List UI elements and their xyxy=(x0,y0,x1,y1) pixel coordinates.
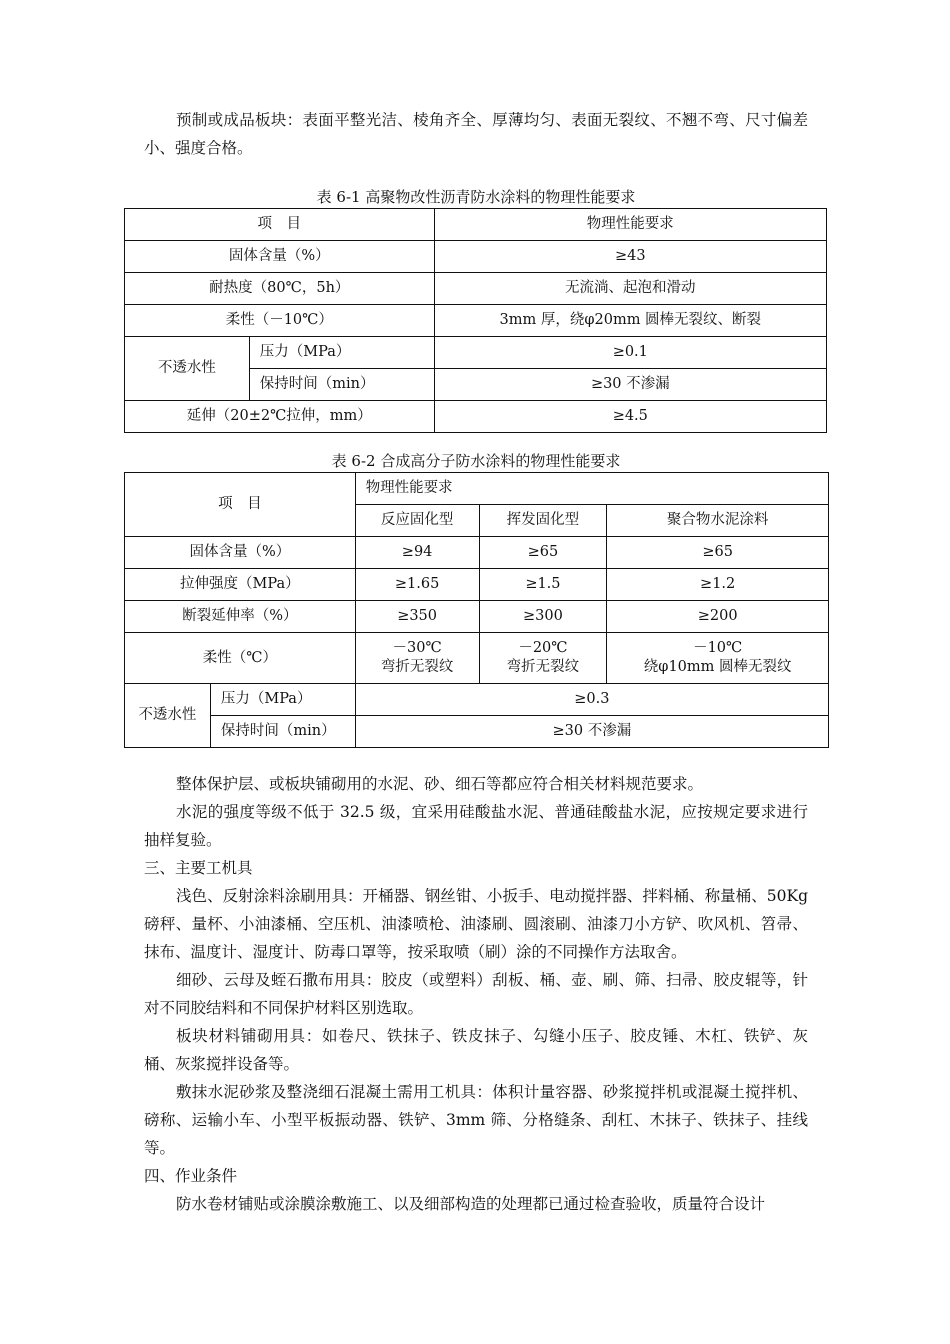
row-value: ≥65 xyxy=(479,537,607,569)
row-label: 拉伸强度（MPa） xyxy=(125,569,356,601)
flex-temp: －20℃ xyxy=(518,640,568,656)
row-value: ≥1.5 xyxy=(479,569,607,601)
row-label: 延伸（20±2℃拉伸，mm） xyxy=(125,401,435,433)
table-row xyxy=(125,716,829,748)
row-value: ≥350 xyxy=(355,601,479,633)
header-item: 项 目 xyxy=(125,473,356,537)
header-requirement: 物理性能要求 xyxy=(434,209,826,241)
table-row xyxy=(125,401,827,433)
table-row xyxy=(125,241,827,273)
table-row xyxy=(125,569,829,601)
table-row xyxy=(125,537,829,569)
time-value: ≥30 不渗漏 xyxy=(355,716,828,748)
row-label: 柔性（－10℃） xyxy=(125,305,435,337)
table-row xyxy=(125,601,829,633)
impermeability-label: 不透水性 xyxy=(125,337,250,401)
pressure-value: ≥0.1 xyxy=(434,337,826,369)
section-heading-tools: 三、主要工机具 xyxy=(144,859,253,877)
table-row xyxy=(125,337,827,369)
table-6-2 xyxy=(124,472,829,748)
paragraph-spreading-tools: 细砂、云母及蛭石撒布用具：胶皮（或塑料）刮板、桶、壶、刷、筛、扫帚、胶皮辊等，针对不同胶结料和不同保护材料区别选取。 xyxy=(144,971,808,1017)
table-row xyxy=(125,684,829,716)
paragraph-cement: 水泥的强度等级不低于 32.5 级，宜采用硅酸盐水泥、普通硅酸盐水泥，应按规定要求进行抽样复验。 xyxy=(144,803,808,849)
row-value: 3mm 厚，绕φ20mm 圆棒无裂纹、断裂 xyxy=(434,305,826,337)
section-heading-conditions: 四、作业条件 xyxy=(144,1167,238,1185)
table2-caption: 表 6-2 合成高分子防水涂料的物理性能要求 xyxy=(331,452,621,470)
time-label: 保持时间（min） xyxy=(249,369,434,401)
header-item: 项 目 xyxy=(125,209,435,241)
row-label: 固体含量（%） xyxy=(125,537,356,569)
intro-paragraph: 预制或成品板块：表面平整光洁、棱角齐全、厚薄均匀、表面无裂纹、不翘不弯、尺寸偏差小、强度合格。 xyxy=(144,111,808,157)
row-value: ≥1.2 xyxy=(607,569,829,601)
flex-cell xyxy=(479,633,607,684)
paragraph-conditions: 防水卷材铺贴或涂膜涂敷施工、以及细部构造的处理都已通过检查验收，质量符合设计 xyxy=(176,1195,766,1213)
table-row xyxy=(125,273,827,305)
table-row xyxy=(125,209,827,241)
table-row xyxy=(125,305,827,337)
row-label: 耐热度（80℃，5h） xyxy=(125,273,435,305)
impermeability-label: 不透水性 xyxy=(125,684,211,748)
pressure-label: 压力（MPa） xyxy=(210,684,355,716)
row-value: ≥300 xyxy=(479,601,607,633)
paragraph-materials: 整体保护层、或板块铺砌用的水泥、砂、细石等都应符合相关材料规范要求。 xyxy=(176,775,704,793)
row-value: ≥4.5 xyxy=(434,401,826,433)
table-row xyxy=(125,633,829,684)
table-6-1 xyxy=(124,208,827,433)
row-value: ≥200 xyxy=(607,601,829,633)
row-label: 断裂延伸率（%） xyxy=(125,601,356,633)
table1-caption: 表 6-1 高聚物改性沥青防水涂料的物理性能要求 xyxy=(316,188,636,206)
header-col: 聚合物水泥涂料 xyxy=(607,505,829,537)
header-requirement: 物理性能要求 xyxy=(355,473,828,505)
flex-temp: －10℃ xyxy=(693,640,743,656)
flex-desc: 绕φ10mm 圆棒无裂纹 xyxy=(643,659,792,675)
flex-desc: 弯折无裂纹 xyxy=(380,659,454,675)
row-value: 无流淌、起泡和滑动 xyxy=(434,273,826,305)
flex-cell xyxy=(607,633,829,684)
paragraph-paving-tools: 板块材料铺砌用具：如卷尺、铁抹子、铁皮抹子、勾缝小压子、胶皮锤、木杠、铁铲、灰桶、灰浆搅拌设备等。 xyxy=(144,1027,808,1073)
row-label: 固体含量（%） xyxy=(125,241,435,273)
pressure-label: 压力（MPa） xyxy=(249,337,434,369)
paragraph-mortar-tools: 敷抹水泥砂浆及整浇细石混凝土需用工机具：体积计量容器、砂浆搅拌机或混凝土搅拌机、磅称、运输小车、小型平板振动器、铁铲、3mm 筛、分格缝条、刮杠、木抹子、铁抹子、挂线等。 xyxy=(144,1083,808,1157)
flex-cell xyxy=(355,633,479,684)
flex-desc: 弯折无裂纹 xyxy=(506,659,580,675)
flex-temp: －30℃ xyxy=(392,640,442,656)
header-col: 挥发固化型 xyxy=(479,505,607,537)
time-value: ≥30 不渗漏 xyxy=(434,369,826,401)
header-col: 反应固化型 xyxy=(355,505,479,537)
flex-label: 柔性（℃） xyxy=(125,633,356,684)
row-value: ≥65 xyxy=(607,537,829,569)
pressure-value: ≥0.3 xyxy=(355,684,828,716)
time-label: 保持时间（min） xyxy=(210,716,355,748)
paragraph-coating-tools: 浅色、反射涂料涂刷用具：开桶器、钢丝钳、小扳手、电动搅拌器、拌料桶、称量桶、50Kg 磅秤、量杯、小油漆桶、空压机、油漆喷枪、油漆刷、圆滚刷、油漆刀小方铲、吹风机、笤帚、抹布、温度计、湿度计、防毒口罩等，按采取喷（刷）涂的不同操作方法取舍。 xyxy=(144,887,808,961)
row-value: ≥94 xyxy=(355,537,479,569)
row-value: ≥43 xyxy=(434,241,826,273)
row-value: ≥1.65 xyxy=(355,569,479,601)
table-row xyxy=(125,473,829,505)
